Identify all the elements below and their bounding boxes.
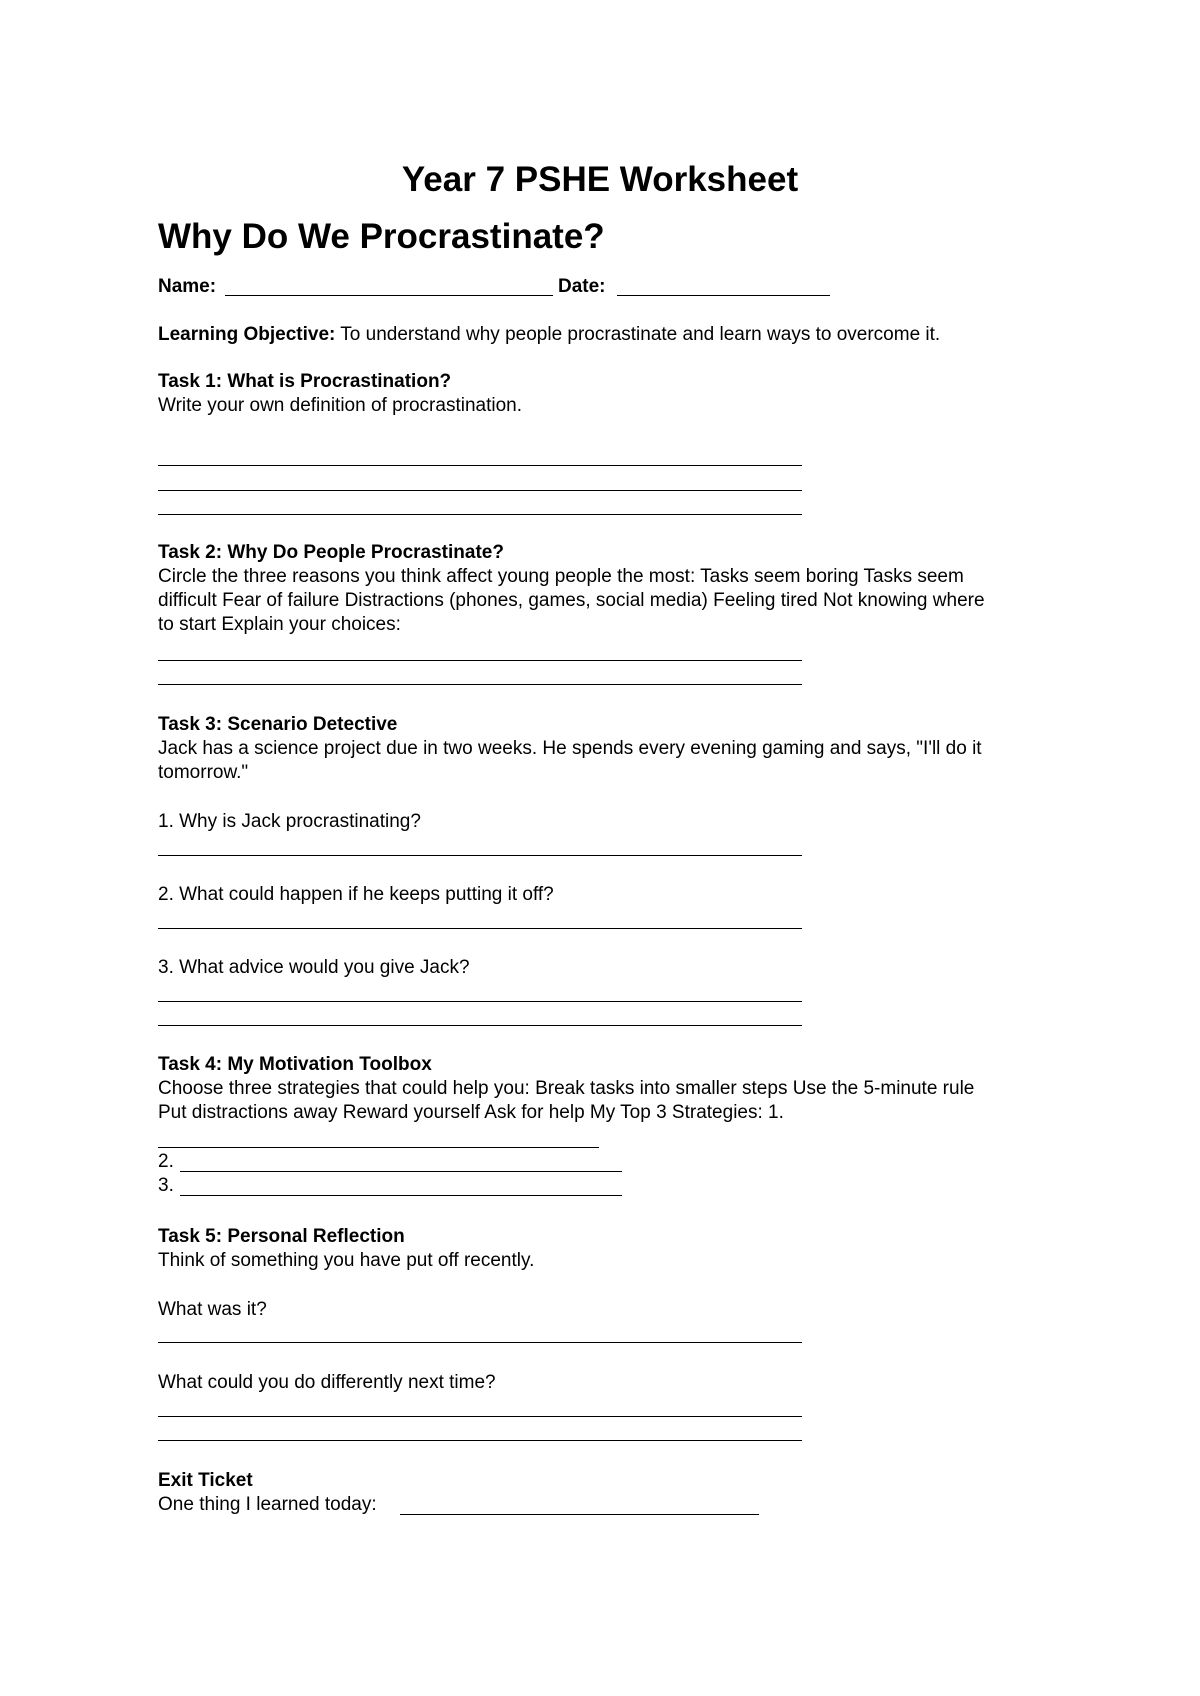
task1-answer-line-2[interactable] [158,490,802,491]
name-field[interactable] [225,295,553,296]
task2-text-line-1: Circle the three reasons you think affect young people the most: Tasks seem boring Tasks seem [158,566,964,587]
task4-heading: Task 4: My Motivation Toolbox [158,1054,432,1075]
task3-question-2: 2. What could happen if he keeps putting it off? [158,884,554,905]
task1-prompt: Write your own definition of procrastination. [158,395,522,416]
learning-objective [158,323,940,347]
strategy-2-line[interactable] [180,1171,622,1172]
task4-text-line-1: Choose three strategies that could help you: Break tasks into smaller steps Use the 5-minute rule [158,1078,975,1099]
task5-question-2: What could you do differently next time? [158,1372,496,1393]
strategy-3-line[interactable] [180,1195,622,1196]
task3-answer-line-2[interactable] [158,928,802,929]
task3-question-1: 1. Why is Jack procrastinating? [158,811,421,832]
exit-ticket-heading: Exit Ticket [158,1470,253,1491]
worksheet-subtitle: Why Do We Procrastinate? [158,217,605,256]
worksheet-title: Year 7 PSHE Worksheet [401,160,799,199]
task3-answer-line-1[interactable] [158,855,802,856]
strategy-1-line[interactable] [158,1147,599,1148]
task2-answer-line-1[interactable] [158,660,802,661]
task3-answer-line-3[interactable] [158,1001,802,1002]
objective-label: Learning Objective: [158,324,336,345]
task5-answer-line-2[interactable] [158,1416,802,1417]
task5-answer-line-1[interactable] [158,1342,802,1343]
task2-heading: Task 2: Why Do People Procrastinate? [158,542,504,563]
task5-heading: Task 5: Personal Reflection [158,1226,405,1247]
task3-text-line-2: tomorrow." [158,762,249,783]
exit-ticket-answer-line[interactable] [400,1514,759,1515]
task3-answer-line-4[interactable] [158,1025,802,1026]
task3-question-3: 3. What advice would you give Jack? [158,957,470,978]
strategy-2-number: 2. [158,1151,174,1172]
name-label: Name: [158,276,217,297]
exit-ticket-prompt: One thing I learned today: [158,1494,377,1515]
task1-answer-line-3[interactable] [158,514,802,515]
strategy-3-number: 3. [158,1175,174,1196]
task2-text-line-2: difficult Fear of failure Distractions (phones, games, social media) Feeling tired Not knowing where [158,590,985,611]
task3-heading: Task 3: Scenario Detective [158,714,398,735]
task2-text-line-3: to start Explain your choices: [158,614,401,635]
task5-question-1: What was it? [158,1299,267,1320]
task5-answer-line-3[interactable] [158,1440,802,1441]
task5-prompt: Think of something you have put off recently. [158,1250,535,1271]
date-label: Date: [558,276,606,297]
objective-text: To understand why people procrastinate and learn ways to overcome it. [335,324,941,345]
task1-heading: Task 1: What is Procrastination? [158,371,452,392]
task3-text-line-1: Jack has a science project due in two weeks. He spends every evening gaming and says, "I'll do it [158,738,982,759]
task2-answer-line-2[interactable] [158,684,802,685]
task4-text-line-2: Put distractions away Reward yourself Ask for help My Top 3 Strategies: 1. [158,1102,784,1123]
date-field[interactable] [617,295,830,296]
task1-answer-line-1[interactable] [158,465,802,466]
